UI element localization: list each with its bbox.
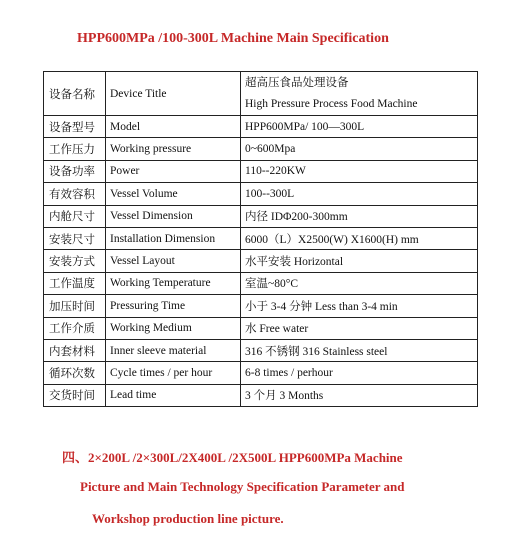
- row-value: 水 Free water: [241, 317, 478, 339]
- table-row: [44, 384, 478, 406]
- row-value-line: 超高压食品处理设备: [245, 76, 349, 89]
- table-row: [44, 227, 478, 249]
- row-label-cn: 工作介质: [44, 317, 106, 339]
- row-value: [241, 72, 478, 116]
- row-label-cn: 安装方式: [44, 250, 106, 272]
- row-value: 110--220KW: [241, 160, 478, 182]
- row-label-en: Model: [106, 116, 241, 138]
- table-row: [44, 295, 478, 317]
- section-heading-line-2: Picture and Main Technology Specification Parameter and: [80, 479, 405, 494]
- row-value: 室温~80°C: [241, 272, 478, 294]
- section-heading-line-3: Workshop production line picture.: [92, 511, 284, 526]
- row-label-en: Working pressure: [106, 138, 241, 160]
- row-label-cn: 工作压力: [44, 138, 106, 160]
- row-label-en: Working Medium: [106, 317, 241, 339]
- row-value-line: High Pressure Process Food Machine: [245, 97, 418, 110]
- table-row: [44, 205, 478, 227]
- row-label-en: Power: [106, 160, 241, 182]
- table-row: [44, 250, 478, 272]
- row-label-cn: 加压时间: [44, 295, 106, 317]
- table-row: [44, 138, 478, 160]
- row-value: 6-8 times / perhour: [241, 362, 478, 384]
- row-label-cn: 设备型号: [44, 116, 106, 138]
- row-label-en: Working Temperature: [106, 272, 241, 294]
- row-value: HPP600MPa/ 100—300L: [241, 116, 478, 138]
- table-row: [44, 362, 478, 384]
- table-row: [44, 160, 478, 182]
- row-label-cn: 交货时间: [44, 384, 106, 406]
- row-label-en: Pressuring Time: [106, 295, 241, 317]
- table-row: [44, 72, 478, 116]
- table-row: [44, 116, 478, 138]
- row-value: 内径 IDΦ200-300mm: [241, 205, 478, 227]
- row-value: 0~600Mpa: [241, 138, 478, 160]
- row-label-en: Device Title: [106, 72, 241, 116]
- row-label-cn: 内舱尺寸: [44, 205, 106, 227]
- row-label-cn: 工作温度: [44, 272, 106, 294]
- row-label-cn: 有效容积: [44, 183, 106, 205]
- row-label-en: Vessel Layout: [106, 250, 241, 272]
- row-label-en: Lead time: [106, 384, 241, 406]
- page-title: HPP600MPa /100-300L Machine Main Specification: [77, 31, 389, 46]
- row-value: 小于 3-4 分钟 Less than 3-4 min: [241, 295, 478, 317]
- row-label-en: Vessel Volume: [106, 183, 241, 205]
- row-label-en: Vessel Dimension: [106, 205, 241, 227]
- row-value: 3 个月 3 Months: [241, 384, 478, 406]
- row-label-cn: 内套材料: [44, 339, 106, 361]
- spec-table: [43, 71, 478, 407]
- table-row: [44, 339, 478, 361]
- row-label-cn: 设备名称: [44, 72, 106, 116]
- row-label-cn: 循环次数: [44, 362, 106, 384]
- row-label-cn: 安装尺寸: [44, 227, 106, 249]
- table-row: [44, 183, 478, 205]
- row-value: 100--300L: [241, 183, 478, 205]
- table-row: [44, 272, 478, 294]
- row-value: 316 不锈钢 316 Stainless steel: [241, 339, 478, 361]
- row-label-cn: 设备功率: [44, 160, 106, 182]
- row-label-en: Inner sleeve material: [106, 339, 241, 361]
- row-label-en: Installation Dimension: [106, 227, 241, 249]
- row-value: 6000（L）X2500(W) X1600(H) mm: [241, 227, 478, 249]
- section-heading-line-1: 四、2×200L /2×300L/2X400L /2X500L HPP600MPa Machine: [62, 450, 403, 465]
- table-row: [44, 317, 478, 339]
- row-label-en: Cycle times / per hour: [106, 362, 241, 384]
- row-value: 水平安装 Horizontal: [241, 250, 478, 272]
